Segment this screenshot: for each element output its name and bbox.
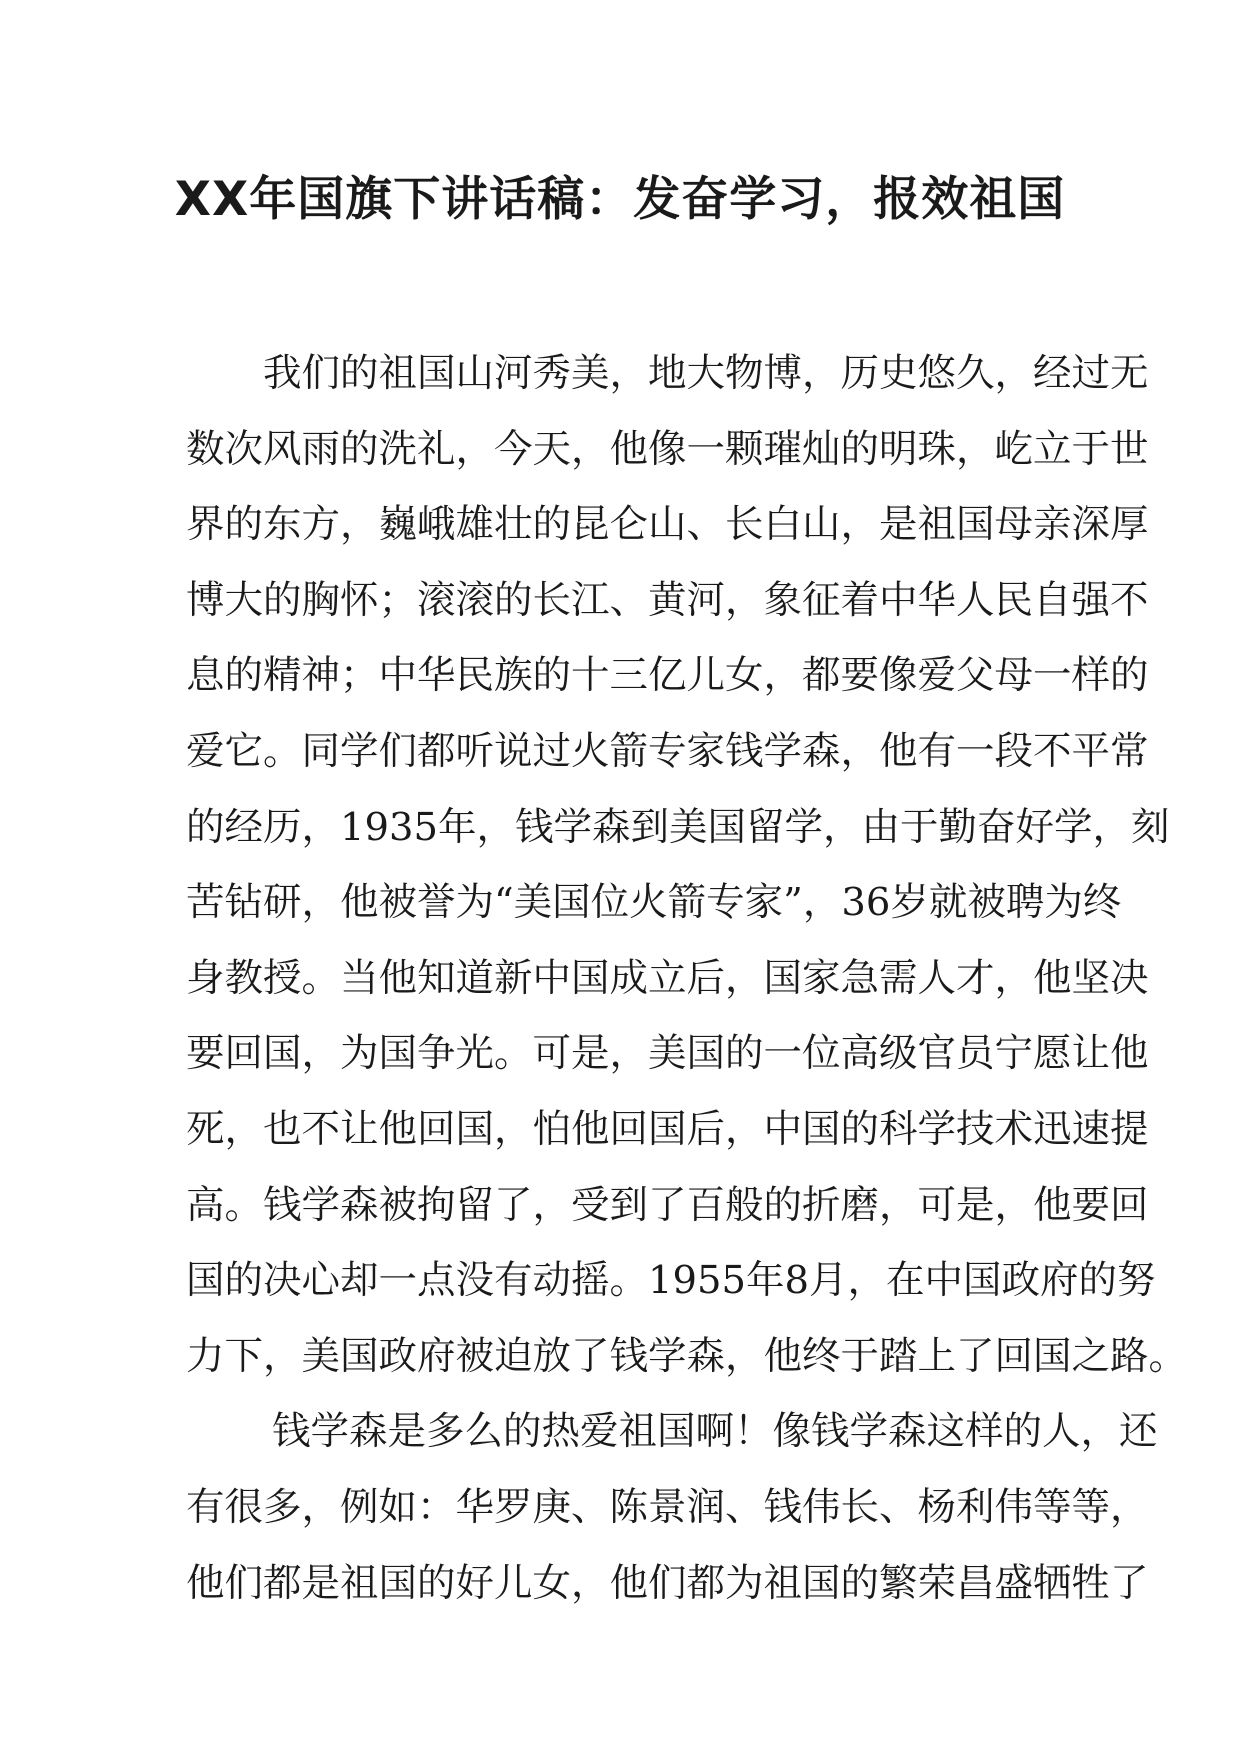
paragraph-line: 身教授。当他知道新中国成立后，国家急需人才，他坚决 — [186, 955, 1149, 1001]
paragraph-line: 钱学森是多么的热爱祖国啊！像钱学森这样的人，还 — [272, 1409, 1158, 1455]
paragraph-line: 爱它。同学们都听说过火箭专家钱学森，他有一段不平常 — [186, 728, 1149, 774]
paragraph-line: 要回国，为国争光。可是，美国的一位高级官员宁愿让他 — [186, 1031, 1149, 1077]
paragraph-line: 力下，美国政府被迫放了钱学森，他终于踏上了回国之路。 — [186, 1333, 1188, 1379]
paragraph-line: 国的决心却一点没有动摇。1955年8月，在中国政府的努 — [186, 1258, 1156, 1304]
paragraph-line: 死，也不让他回国，怕他回国后，中国的科学技术迅速提 — [186, 1106, 1149, 1152]
paragraph-line: 他们都是祖国的好儿女，他们都为祖国的繁荣昌盛牺牲了 — [186, 1560, 1149, 1606]
paragraph-line: 息的精神；中华民族的十三亿儿女，都要像爱父母一样的 — [186, 653, 1149, 699]
paragraph-line: 界的东方，巍峨雄壮的昆仑山、长白山，是祖国母亲深厚 — [186, 502, 1149, 548]
paragraph-line: 有很多，例如：华罗庚、陈景润、钱伟长、杨利伟等等， — [186, 1484, 1149, 1530]
document-body — [186, 336, 1188, 1621]
paragraph-line: 高。钱学森被拘留了，受到了百般的折磨，可是，他要回 — [186, 1182, 1149, 1228]
paragraph-line: 我们的祖国山河秀美，地大物博，历史悠久，经过无 — [263, 351, 1149, 396]
document-title: XX年国旗下讲话稿：发奋学习，报效祖国 — [174, 172, 1066, 227]
paragraph-line: 苦钻研，他被誉为“美国位火箭专家”，36岁就被聘为终 — [186, 880, 1122, 926]
paragraph-line: 博大的胸怀；滚滚的长江、黄河，象征着中华人民自强不 — [186, 577, 1149, 623]
paragraph-line: 的经历，1935年，钱学森到美国留学，由于勤奋好学，刻 — [186, 804, 1170, 850]
paragraph-line: 数次风雨的洗礼，今天，他像一颗璀灿的明珠，屹立于世 — [186, 426, 1149, 472]
